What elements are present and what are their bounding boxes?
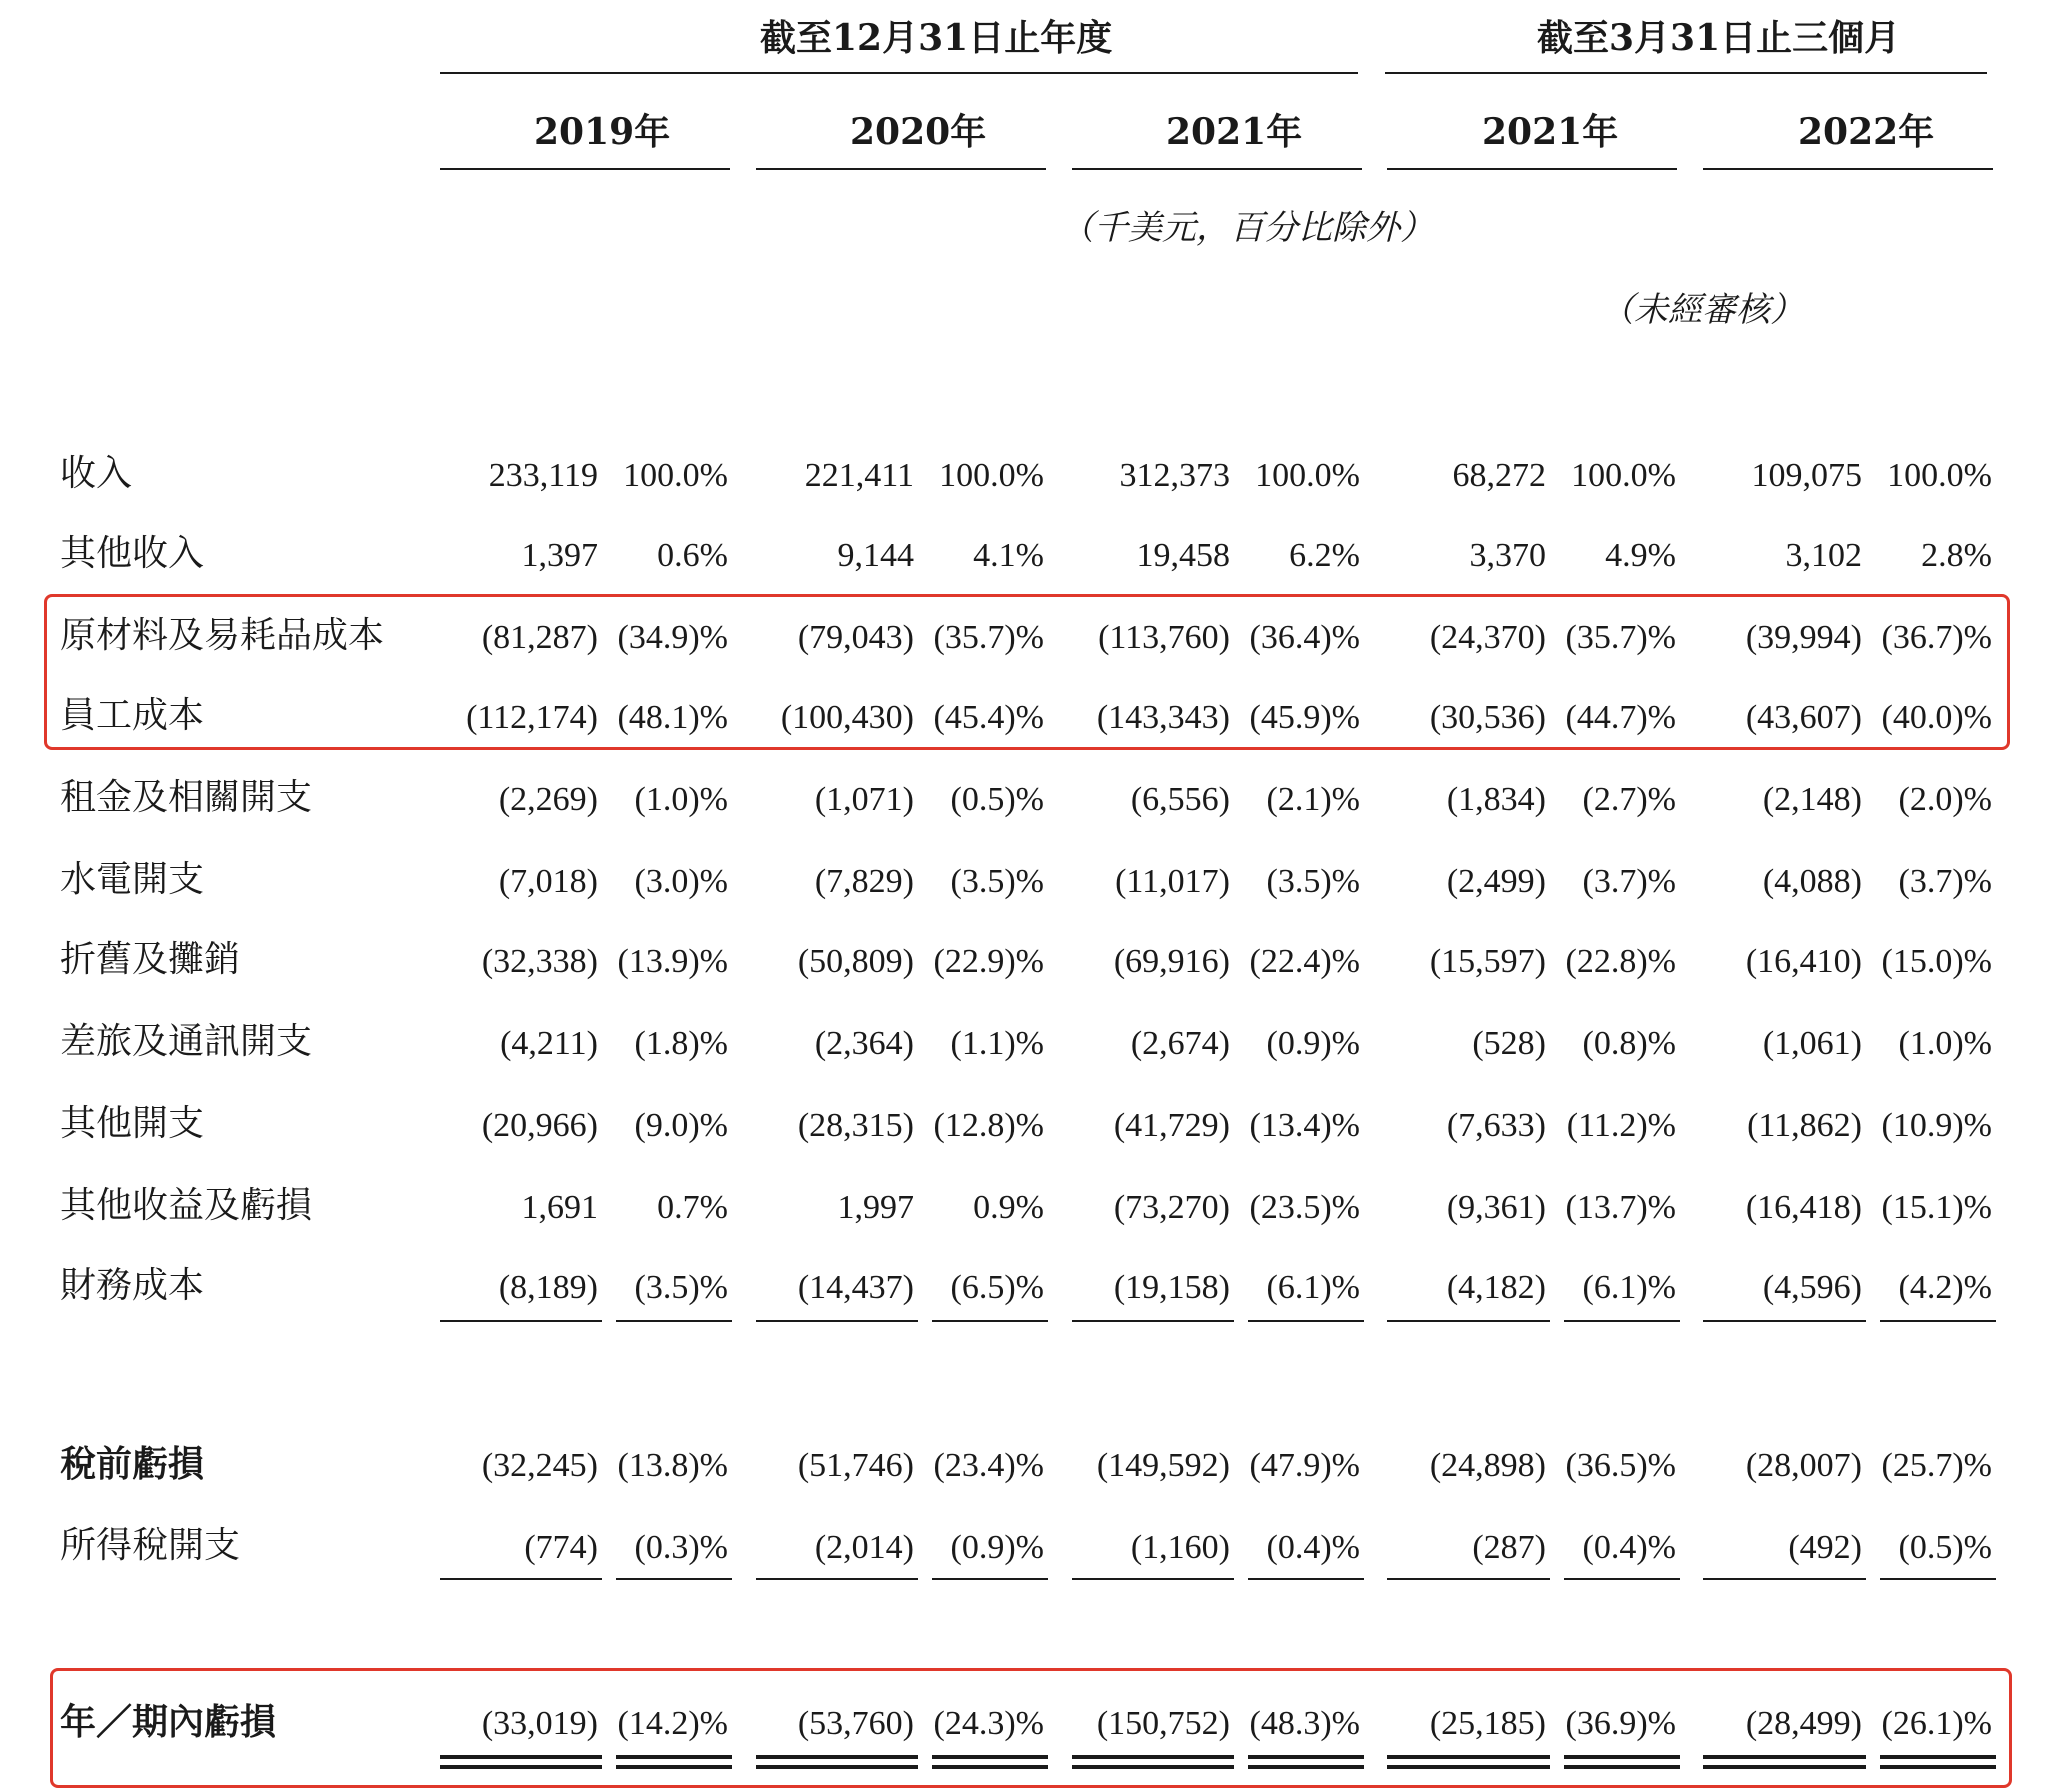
year-header-2021: 2021年 <box>1166 111 1303 153</box>
amount-cell: (492) <box>1788 1529 1862 1566</box>
percent-cell: (11.2)% <box>1566 1107 1676 1144</box>
row-label: 水電開支 <box>60 859 205 900</box>
percent-cell: (34.9)% <box>617 619 728 656</box>
percent-cell: 0.7% <box>657 1189 728 1226</box>
year-header-2019: 2019年 <box>534 111 671 153</box>
amount-cell: (113,760) <box>1098 619 1230 656</box>
percent-cell: 100.0% <box>623 457 728 494</box>
row-label: 所得稅開支 <box>60 1525 241 1566</box>
percent-cell: (15.0)% <box>1881 943 1992 980</box>
row-label: 收入 <box>60 453 133 494</box>
percent-cell: (3.7)% <box>1582 863 1676 900</box>
amount-cell: (2,014) <box>814 1529 914 1566</box>
percent-cell: (13.4)% <box>1249 1107 1360 1144</box>
percent-cell: (2.7)% <box>1582 781 1676 818</box>
percent-cell: (24.3)% <box>933 1705 1044 1742</box>
year-rule-2021-q <box>1387 168 1677 170</box>
double-rule <box>1703 1755 1866 1769</box>
amount-cell: 221,411 <box>804 457 914 494</box>
amount-cell: (1,071) <box>814 781 914 818</box>
year-header-2022-q: 2022年 <box>1798 111 1935 153</box>
single-rule <box>1564 1578 1680 1580</box>
single-rule <box>756 1578 918 1580</box>
percent-cell: 100.0% <box>1887 457 1992 494</box>
year-rule-2021 <box>1072 168 1362 170</box>
percent-cell: 100.0% <box>939 457 1044 494</box>
amount-cell: (528) <box>1472 1025 1546 1062</box>
amount-cell: 1,997 <box>837 1189 914 1226</box>
unit-note: （千美元，百分比除外） <box>1060 208 1434 248</box>
amount-cell: 312,373 <box>1119 457 1230 494</box>
percent-cell: (1.8)% <box>634 1025 728 1062</box>
amount-cell: (14,437) <box>797 1269 914 1306</box>
year-header-2020: 2020年 <box>850 111 987 153</box>
single-rule <box>1703 1578 1866 1580</box>
amount-cell: (28,315) <box>797 1107 914 1144</box>
amount-cell: (9,361) <box>1446 1189 1546 1226</box>
single-rule <box>1564 1320 1680 1322</box>
percent-cell: (26.1)% <box>1881 1705 1992 1742</box>
single-rule <box>932 1320 1048 1322</box>
amount-cell: (1,834) <box>1446 781 1546 818</box>
amount-cell: (2,269) <box>498 781 598 818</box>
percent-cell: (13.7)% <box>1565 1189 1676 1226</box>
amount-cell: (16,418) <box>1745 1189 1862 1226</box>
amount-cell: 3,102 <box>1785 537 1862 574</box>
amount-cell: (25,185) <box>1429 1705 1546 1742</box>
amount-cell: (100,430) <box>780 699 914 736</box>
percent-cell: (1.1)% <box>950 1025 1044 1062</box>
percent-cell: (36.4)% <box>1249 619 1360 656</box>
amount-cell: (51,746) <box>797 1447 914 1484</box>
single-rule <box>1072 1578 1234 1580</box>
year-rule-2022-q <box>1703 168 1993 170</box>
percent-cell: (10.9)% <box>1881 1107 1992 1144</box>
percent-cell: (3.7)% <box>1898 863 1992 900</box>
double-rule <box>616 1755 732 1769</box>
row-label: 原材料及易耗品成本 <box>60 615 385 656</box>
row-label: 差旅及通訊開支 <box>60 1021 313 1062</box>
double-rule <box>756 1755 918 1769</box>
percent-cell: (14.2)% <box>617 1705 728 1742</box>
row-label: 員工成本 <box>60 695 205 736</box>
amount-cell: (11,017) <box>1115 863 1230 900</box>
row-label: 折舊及攤銷 <box>60 939 241 980</box>
amount-cell: (20,966) <box>481 1107 598 1144</box>
percent-cell: (3.5)% <box>950 863 1044 900</box>
amount-cell: (69,916) <box>1113 943 1230 980</box>
percent-cell: (3.5)% <box>634 1269 728 1306</box>
year-rule-2020 <box>756 168 1046 170</box>
percent-cell: (36.5)% <box>1565 1447 1676 1484</box>
percent-cell: (35.7)% <box>1565 619 1676 656</box>
percent-cell: (47.9)% <box>1249 1447 1360 1484</box>
single-rule <box>1248 1578 1364 1580</box>
double-rule <box>1387 1755 1550 1769</box>
double-rule <box>440 1755 602 1769</box>
percent-cell: 0.6% <box>657 537 728 574</box>
amount-cell: (33,019) <box>481 1705 598 1742</box>
percent-cell: (48.3)% <box>1249 1705 1360 1742</box>
percent-cell: (1.0)% <box>1898 1025 1992 1062</box>
amount-cell: (150,752) <box>1096 1705 1230 1742</box>
amount-cell: 3,370 <box>1469 537 1546 574</box>
percent-cell: (2.1)% <box>1266 781 1360 818</box>
percent-cell: (6.5)% <box>950 1269 1044 1306</box>
percent-cell: (4.2)% <box>1898 1269 1992 1306</box>
percent-cell: (25.7)% <box>1881 1447 1992 1484</box>
double-rule <box>932 1755 1048 1769</box>
percent-cell: (3.5)% <box>1266 863 1360 900</box>
percent-cell: (35.7)% <box>933 619 1044 656</box>
percent-cell: (6.1)% <box>1582 1269 1676 1306</box>
amount-cell: (53,760) <box>797 1705 914 1742</box>
percent-cell: (22.4)% <box>1249 943 1360 980</box>
amount-cell: (2,364) <box>814 1025 914 1062</box>
header-group-quarter-rule <box>1385 72 1987 74</box>
amount-cell: 233,119 <box>488 457 598 494</box>
percent-cell: (15.1)% <box>1881 1189 1992 1226</box>
amount-cell: (32,245) <box>481 1447 598 1484</box>
percent-cell: 4.9% <box>1605 537 1676 574</box>
amount-cell: (6,556) <box>1130 781 1230 818</box>
double-rule <box>1880 1755 1996 1769</box>
percent-cell: (1.0)% <box>634 781 728 818</box>
amount-cell: (112,174) <box>466 699 598 736</box>
single-rule <box>1880 1578 1996 1580</box>
amount-cell: (19,158) <box>1113 1269 1230 1306</box>
amount-cell: (287) <box>1472 1529 1546 1566</box>
single-rule <box>1248 1320 1364 1322</box>
percent-cell: (48.1)% <box>617 699 728 736</box>
year-header-2021-q: 2021年 <box>1482 111 1619 153</box>
header-group-year-rule <box>440 72 1358 74</box>
amount-cell: (149,592) <box>1096 1447 1230 1484</box>
row-label: 其他收益及虧損 <box>60 1185 313 1226</box>
percent-cell: (3.0)% <box>634 863 728 900</box>
double-rule <box>1072 1755 1234 1769</box>
percent-cell: (0.5)% <box>1898 1529 1992 1566</box>
percent-cell: 100.0% <box>1255 457 1360 494</box>
row-label: 年／期內虧損 <box>60 1701 277 1743</box>
row-label: 其他收入 <box>60 533 205 574</box>
amount-cell: (28,499) <box>1745 1705 1862 1742</box>
single-rule <box>1880 1320 1996 1322</box>
amount-cell: (79,043) <box>797 619 914 656</box>
amount-cell: (2,499) <box>1446 863 1546 900</box>
percent-cell: 6.2% <box>1289 537 1360 574</box>
amount-cell: (50,809) <box>797 943 914 980</box>
percent-cell: (40.0)% <box>1881 699 1992 736</box>
single-rule <box>1072 1320 1234 1322</box>
percent-cell: 0.9% <box>973 1189 1044 1226</box>
single-rule <box>440 1320 602 1322</box>
header-group-quarter: 截至3月31日止三個月 <box>1537 17 1901 59</box>
amount-cell: (7,018) <box>498 863 598 900</box>
amount-cell: 9,144 <box>837 537 914 574</box>
amount-cell: 109,075 <box>1751 457 1862 494</box>
amount-cell: (4,211) <box>500 1025 598 1062</box>
amount-cell: (7,633) <box>1446 1107 1546 1144</box>
amount-cell: (4,182) <box>1446 1269 1546 1306</box>
header-group-year: 截至12月31日止年度 <box>760 17 1113 59</box>
percent-cell: (13.9)% <box>617 943 728 980</box>
single-rule <box>616 1578 732 1580</box>
amount-cell: (7,829) <box>814 863 914 900</box>
row-label: 財務成本 <box>60 1265 205 1306</box>
amount-cell: (39,994) <box>1745 619 1862 656</box>
percent-cell: (0.9)% <box>1266 1025 1360 1062</box>
percent-cell: (0.4)% <box>1266 1529 1360 1566</box>
percent-cell: (2.0)% <box>1898 781 1992 818</box>
percent-cell: (23.5)% <box>1249 1189 1360 1226</box>
amount-cell: 68,272 <box>1452 457 1546 494</box>
percent-cell: (9.0)% <box>634 1107 728 1144</box>
amount-cell: (73,270) <box>1113 1189 1230 1226</box>
amount-cell: (81,287) <box>481 619 598 656</box>
percent-cell: (0.4)% <box>1582 1529 1676 1566</box>
single-rule <box>932 1578 1048 1580</box>
amount-cell: 19,458 <box>1136 537 1230 574</box>
percent-cell: (0.8)% <box>1582 1025 1676 1062</box>
single-rule <box>756 1320 918 1322</box>
amount-cell: (24,370) <box>1429 619 1546 656</box>
percent-cell: 100.0% <box>1571 457 1676 494</box>
row-label: 其他開支 <box>60 1103 205 1144</box>
percent-cell: (0.3)% <box>634 1529 728 1566</box>
percent-cell: (0.9)% <box>950 1529 1044 1566</box>
row-label: 稅前虧損 <box>60 1443 205 1485</box>
percent-cell: (13.8)% <box>617 1447 728 1484</box>
amount-cell: (4,596) <box>1762 1269 1862 1306</box>
percent-cell: (44.7)% <box>1565 699 1676 736</box>
amount-cell: (1,160) <box>1130 1529 1230 1566</box>
amount-cell: (15,597) <box>1429 943 1546 980</box>
single-rule <box>1703 1320 1866 1322</box>
amount-cell: (143,343) <box>1096 699 1230 736</box>
percent-cell: (36.7)% <box>1881 619 1992 656</box>
amount-cell: (8,189) <box>498 1269 598 1306</box>
amount-cell: (2,674) <box>1130 1025 1230 1062</box>
percent-cell: (45.4)% <box>933 699 1044 736</box>
amount-cell: (11,862) <box>1747 1107 1862 1144</box>
year-rule-2019 <box>440 168 730 170</box>
amount-cell: (4,088) <box>1762 863 1862 900</box>
percent-cell: 2.8% <box>1921 537 1992 574</box>
percent-cell: (23.4)% <box>933 1447 1044 1484</box>
percent-cell: (0.5)% <box>950 781 1044 818</box>
amount-cell: (1,061) <box>1762 1025 1862 1062</box>
single-rule <box>1387 1320 1550 1322</box>
percent-cell: (22.9)% <box>933 943 1044 980</box>
amount-cell: (24,898) <box>1429 1447 1546 1484</box>
amount-cell: (30,536) <box>1429 699 1546 736</box>
single-rule <box>616 1320 732 1322</box>
amount-cell: (774) <box>524 1529 598 1566</box>
double-rule <box>1248 1755 1364 1769</box>
amount-cell: (2,148) <box>1762 781 1862 818</box>
unaudited-note: （未經審核） <box>1600 290 1804 330</box>
amount-cell: (43,607) <box>1745 699 1862 736</box>
row-label: 租金及相關開支 <box>60 777 313 818</box>
percent-cell: (22.8)% <box>1565 943 1676 980</box>
amount-cell: 1,691 <box>521 1189 598 1226</box>
percent-cell: 4.1% <box>973 537 1044 574</box>
single-rule <box>440 1578 602 1580</box>
percent-cell: (36.9)% <box>1565 1705 1676 1742</box>
amount-cell: (41,729) <box>1113 1107 1230 1144</box>
amount-cell: (16,410) <box>1745 943 1862 980</box>
amount-cell: (32,338) <box>481 943 598 980</box>
percent-cell: (6.1)% <box>1266 1269 1360 1306</box>
double-rule <box>1564 1755 1680 1769</box>
single-rule <box>1387 1578 1550 1580</box>
amount-cell: (28,007) <box>1745 1447 1862 1484</box>
percent-cell: (12.8)% <box>933 1107 1044 1144</box>
percent-cell: (45.9)% <box>1249 699 1360 736</box>
amount-cell: 1,397 <box>521 537 598 574</box>
